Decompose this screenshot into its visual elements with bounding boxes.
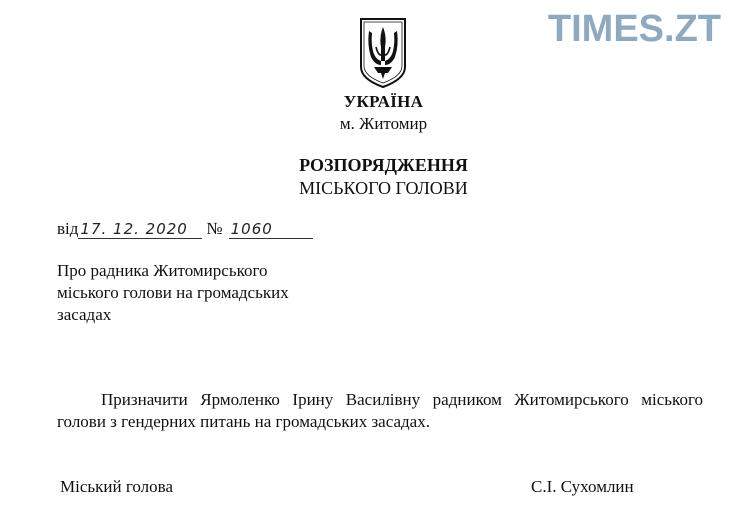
date-prefix: від bbox=[57, 219, 79, 238]
country-heading: УКРАЇНА bbox=[343, 92, 424, 111]
trident-coat-of-arms-icon bbox=[358, 17, 408, 89]
city-line: м. Житомир bbox=[339, 114, 428, 133]
number-sign: № bbox=[206, 219, 223, 238]
document-subtitle: МІСЬКОГО ГОЛОВИ bbox=[299, 178, 468, 198]
document-type-heading: РОЗПОРЯДЖЕННЯ bbox=[299, 155, 468, 175]
order-body-text: Призначити Ярмоленко Ірину Василівну радником Житомирського міського голови з гендерних питань на громадських засадах. bbox=[57, 390, 703, 431]
date-number-line bbox=[57, 219, 313, 239]
date-value: 17. 12. 2020 bbox=[78, 220, 202, 239]
subject-text: Про радника Житомирського міського голови на громадських засадах bbox=[57, 261, 289, 324]
document-number-value: 1060 bbox=[229, 220, 313, 239]
signatory-position: Міський голова bbox=[60, 477, 173, 496]
times-zt-logo: TIMES.ZT bbox=[547, 8, 721, 50]
signatory-name: С.І. Сухомлин bbox=[531, 477, 634, 496]
